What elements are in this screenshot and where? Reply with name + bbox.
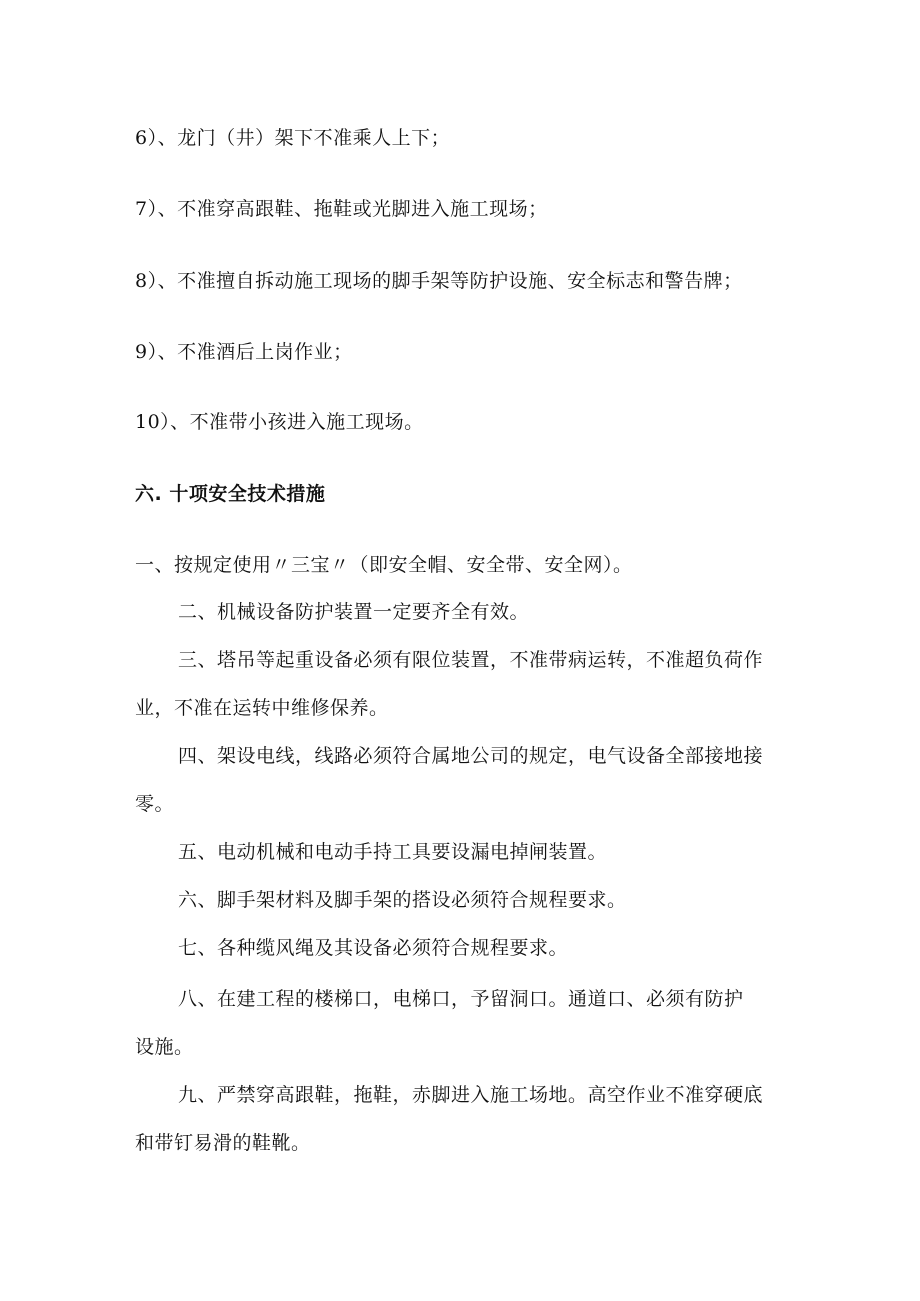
measure-7: 七、各种缆风绳及其设备必须符合规程要求。 bbox=[178, 937, 569, 959]
rule-item-9: 9）、不准酒后上岗作业； bbox=[135, 341, 353, 363]
measure-8-line-1: 八、在建工程的楼梯口，电梯口，予留洞口。通道口、必须有防护 bbox=[178, 988, 744, 1010]
rule-item-8: 8）、不准擅自拆动施工现场的脚手架等防护设施、安全标志和警告牌； bbox=[135, 270, 743, 292]
measure-3-line-2: 业，不准在运转中维修保养。 bbox=[135, 697, 389, 719]
rule-item-10: 10）、不准带小孩进入施工现场。 bbox=[135, 411, 424, 433]
measure-2: 二、机械设备防护装置一定要齐全有效。 bbox=[178, 601, 530, 623]
measure-8-line-2: 设施。 bbox=[135, 1036, 194, 1058]
measure-1: 一、按规定使用〃三宝〃（即安全帽、安全带、安全网）。 bbox=[135, 554, 633, 576]
rule-item-7: 7）、不准穿高跟鞋、拖鞋或光脚进入施工现场； bbox=[135, 198, 548, 220]
section-title: 六. 十项安全技术措施 bbox=[135, 483, 326, 505]
measure-9-line-2: 和带钉易滑的鞋靴。 bbox=[135, 1132, 311, 1154]
measure-3-line-1: 三、塔吊等起重设备必须有限位装置，不准带病运转，不准超负荷作 bbox=[178, 649, 764, 671]
measure-4-line-1: 四、架设电线，线路必须符合属地公司的规定，电气设备全部接地接 bbox=[178, 745, 764, 767]
measure-4-line-2: 零。 bbox=[135, 793, 175, 815]
measure-6: 六、脚手架材料及脚手架的搭设必须符合规程要求。 bbox=[178, 889, 627, 911]
measure-5: 五、电动机械和电动手持工具要设漏电掉闸装置。 bbox=[178, 841, 608, 863]
rule-item-6: 6）、龙门（井）架下不准乘人上下； bbox=[135, 127, 451, 149]
measure-9-line-1: 九、严禁穿高跟鞋，拖鞋，赤脚进入施工场地。高空作业不准穿硬底 bbox=[178, 1084, 764, 1106]
